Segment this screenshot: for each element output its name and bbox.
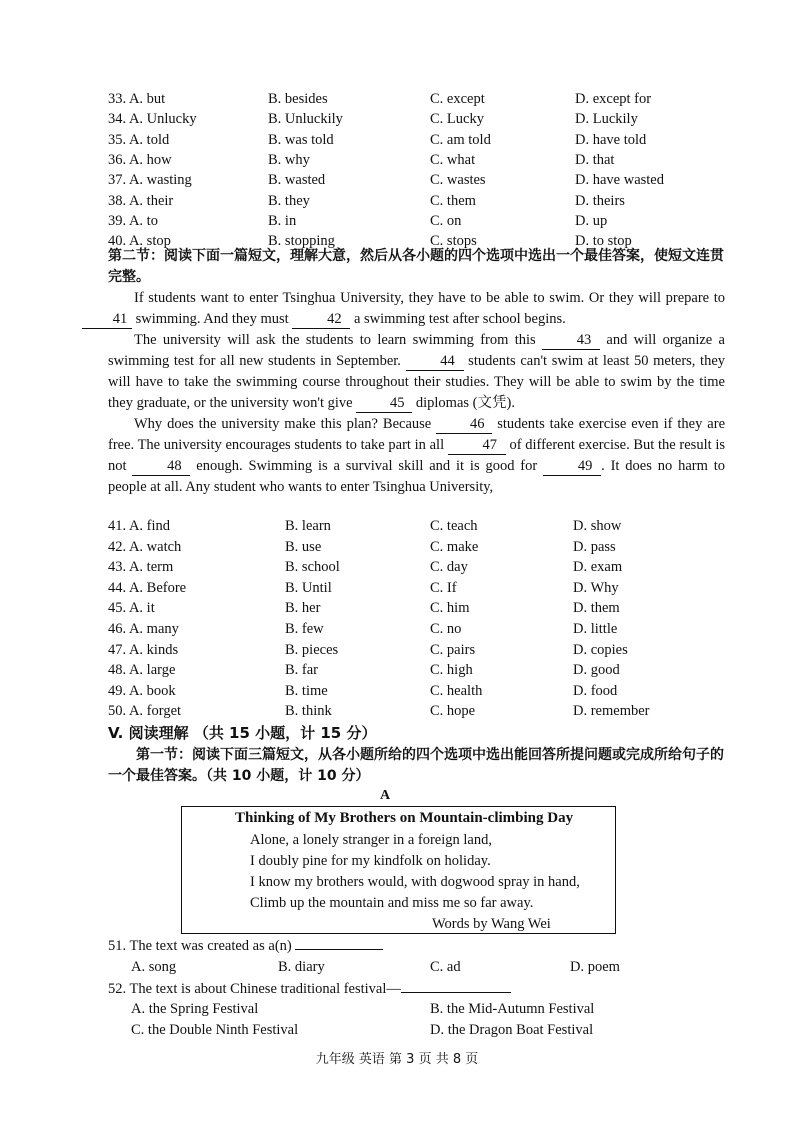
option-c: C. pairs bbox=[430, 641, 476, 658]
option-d: D. that bbox=[575, 151, 615, 168]
page-footer: 九年级 英语 第 3 页 共 8 页 bbox=[315, 1052, 479, 1067]
option-a: 37. A. wasting bbox=[108, 172, 192, 189]
option-d: D. except for bbox=[575, 91, 652, 107]
option-c: C. no bbox=[430, 621, 462, 637]
option-row bbox=[0, 598, 794, 619]
paragraph-3: Why does the university make this plan? Because 46 students take exercise even if they are free. The university encourages students to take part in all 47 of different exercise. But the result is not 48 enough. Swimming is a survival skill and it is good for 49 . It does no harm to people at all. Any student who wants to enter Tsinghua University, bbox=[108, 416, 726, 495]
option-c: C. am told bbox=[430, 131, 491, 148]
option-b: B. school bbox=[285, 559, 340, 576]
option-a: 38. A. their bbox=[108, 192, 174, 209]
blank-42: 42 bbox=[292, 310, 350, 329]
question-52-option-b: B. the Mid-Autumn Festival bbox=[430, 1001, 595, 1017]
option-a: 50. A. forget bbox=[108, 703, 182, 720]
blank-44: 44 bbox=[406, 352, 464, 371]
option-b: B. Unluckily bbox=[268, 111, 343, 128]
option-row bbox=[0, 109, 794, 130]
option-row bbox=[0, 170, 794, 191]
option-c: C. teach bbox=[430, 518, 478, 534]
option-row bbox=[0, 537, 794, 558]
option-b: B. few bbox=[285, 621, 324, 637]
option-b: B. far bbox=[285, 662, 319, 679]
option-a: 36. A. how bbox=[108, 151, 172, 168]
option-b: B. was told bbox=[268, 131, 334, 148]
option-b: B. time bbox=[285, 682, 328, 699]
option-b: B. use bbox=[285, 538, 322, 555]
question-52-stem: 52. The text is about Chinese traditional festival— bbox=[108, 981, 511, 998]
option-b: B. think bbox=[285, 703, 332, 720]
option-c: C. except bbox=[430, 91, 485, 107]
option-a: 44. A. Before bbox=[108, 579, 187, 596]
option-a: 46. A. many bbox=[108, 621, 179, 637]
option-d: D. remember bbox=[573, 703, 650, 720]
option-a: 42. A. watch bbox=[108, 538, 182, 555]
option-b: B. stopping bbox=[268, 233, 335, 250]
option-a: 45. A. it bbox=[108, 600, 155, 617]
option-c: C. high bbox=[430, 662, 473, 679]
option-d: D. them bbox=[573, 600, 620, 617]
option-c: C. hope bbox=[430, 703, 476, 720]
answer-blank bbox=[295, 949, 383, 950]
poem-title: Thinking of My Brothers on Mountain-climbing Day bbox=[235, 810, 574, 826]
option-d: D. Why bbox=[573, 579, 619, 596]
option-a: 48. A. large bbox=[108, 662, 176, 679]
option-c: C. day bbox=[430, 559, 468, 576]
option-a: 40. A. stop bbox=[108, 233, 171, 250]
option-d: D. food bbox=[573, 682, 618, 699]
option-row bbox=[0, 130, 794, 151]
option-d: D. Luckily bbox=[575, 111, 638, 128]
option-d: D. little bbox=[573, 621, 618, 637]
option-d: D. good bbox=[573, 662, 620, 679]
option-c: C. what bbox=[430, 151, 476, 168]
option-row bbox=[0, 640, 794, 661]
option-d: D. copies bbox=[573, 641, 628, 658]
option-b: B. besides bbox=[268, 91, 328, 107]
answer-blank bbox=[401, 992, 511, 993]
option-a: 49. A. book bbox=[108, 682, 176, 699]
option-a: 47. A. kinds bbox=[108, 641, 179, 658]
option-c: C. him bbox=[430, 600, 470, 617]
question-51-option-d: D. poem bbox=[570, 959, 620, 975]
option-d: D. up bbox=[575, 212, 608, 229]
section-5-title: V. 阅读理解 （共 15 小题，计 15 分） bbox=[108, 724, 377, 742]
question-52-option-c: C. the Double Ninth Festival bbox=[131, 1022, 299, 1038]
poem-line: Alone, a lonely stranger in a foreign land, bbox=[250, 832, 492, 848]
option-a: 33. A. but bbox=[108, 91, 166, 107]
section-2-heading: 第二节：阅读下面一篇短文，理解大意，然后从各小题的四个选项中选出一个最佳答案，使短文连贯完整。 bbox=[108, 248, 724, 285]
option-a: 39. A. to bbox=[108, 212, 158, 229]
blank-46: 46 bbox=[436, 415, 492, 434]
option-row bbox=[0, 619, 794, 640]
option-a: 34. A. Unlucky bbox=[108, 111, 197, 128]
question-52-option-a: A. the Spring Festival bbox=[131, 1001, 259, 1017]
option-row bbox=[0, 681, 794, 702]
option-c: C. them bbox=[430, 192, 476, 209]
option-c: C. If bbox=[430, 579, 457, 596]
option-a: 43. A. term bbox=[108, 559, 174, 576]
cloze-passage bbox=[108, 288, 725, 498]
blank-49: 49 bbox=[543, 457, 601, 476]
option-c: C. stops bbox=[430, 233, 477, 250]
option-row bbox=[0, 211, 794, 232]
question-51-option-b: B. diary bbox=[278, 959, 325, 975]
option-a: 35. A. told bbox=[108, 131, 170, 148]
paragraph-1: If students want to enter Tsinghua University, they have to be able to swim. Or they will prepare to 41 swimming. And they must 42 a swimming test after school begins. bbox=[108, 288, 725, 330]
option-row bbox=[0, 191, 794, 212]
option-row bbox=[0, 516, 794, 537]
question-51-option-c: C. ad bbox=[430, 959, 461, 975]
option-row bbox=[0, 557, 794, 578]
option-c: C. wastes bbox=[430, 172, 486, 189]
option-c: C. make bbox=[430, 538, 479, 555]
option-b: B. Until bbox=[285, 579, 332, 596]
option-row bbox=[0, 150, 794, 171]
blank-45: 45 bbox=[356, 394, 412, 413]
option-d: D. exam bbox=[573, 559, 623, 576]
option-b: B. pieces bbox=[285, 641, 339, 658]
option-d: D. show bbox=[573, 518, 622, 534]
passage-label: A bbox=[380, 788, 391, 803]
blank-43: 43 bbox=[542, 331, 600, 350]
option-row bbox=[0, 701, 794, 722]
section-5-instruction: 第一节：阅读下面三篇短文，从各小题所给的四个选项中选出能回答所提问题或完成所给句子的一个最佳答案。（共 10 小题，计 10 分） bbox=[108, 747, 724, 784]
option-c: C. Lucky bbox=[430, 111, 484, 128]
option-d: D. to stop bbox=[575, 233, 632, 250]
option-b: B. wasted bbox=[268, 172, 326, 189]
option-d: D. theirs bbox=[575, 192, 625, 209]
blank-47: 47 bbox=[448, 436, 506, 455]
poem-line: I know my brothers would, with dogwood spray in hand, bbox=[250, 874, 580, 890]
option-row bbox=[0, 578, 794, 599]
option-row bbox=[0, 660, 794, 681]
question-51-option-a: A. song bbox=[131, 959, 177, 975]
question-52-option-d: D. the Dragon Boat Festival bbox=[430, 1022, 594, 1038]
option-b: B. why bbox=[268, 151, 310, 168]
paragraph-2: The university will ask the students to learn swimming from this 43 and will organize a swimming test for all new students in September. 44 students can't swim at least 50 meters, they will have to take the swimming course throughout their studies. They will be able to swim by the time they graduate, or the university won't give 45 diplomas (文凭). bbox=[108, 332, 726, 411]
option-c: C. health bbox=[430, 682, 483, 699]
blank-48: 48 bbox=[132, 457, 190, 476]
option-b: B. learn bbox=[285, 518, 331, 534]
blank-41: 41 bbox=[82, 310, 132, 329]
poem-line: I doubly pine for my kindfolk on holiday. bbox=[250, 853, 491, 869]
option-d: D. have wasted bbox=[575, 172, 664, 189]
option-row bbox=[0, 89, 794, 110]
option-b: B. in bbox=[268, 212, 297, 229]
option-a: 41. A. find bbox=[108, 518, 171, 534]
option-b: B. they bbox=[268, 192, 310, 209]
option-b: B. her bbox=[285, 600, 321, 617]
option-d: D. pass bbox=[573, 538, 616, 555]
option-c: C. on bbox=[430, 212, 462, 229]
poem-author: Words by Wang Wei bbox=[432, 916, 551, 932]
option-d: D. have told bbox=[575, 131, 647, 148]
poem-line: Climb up the mountain and miss me so far away. bbox=[250, 895, 534, 911]
question-51-stem: 51. The text was created as a(n) bbox=[108, 938, 383, 955]
